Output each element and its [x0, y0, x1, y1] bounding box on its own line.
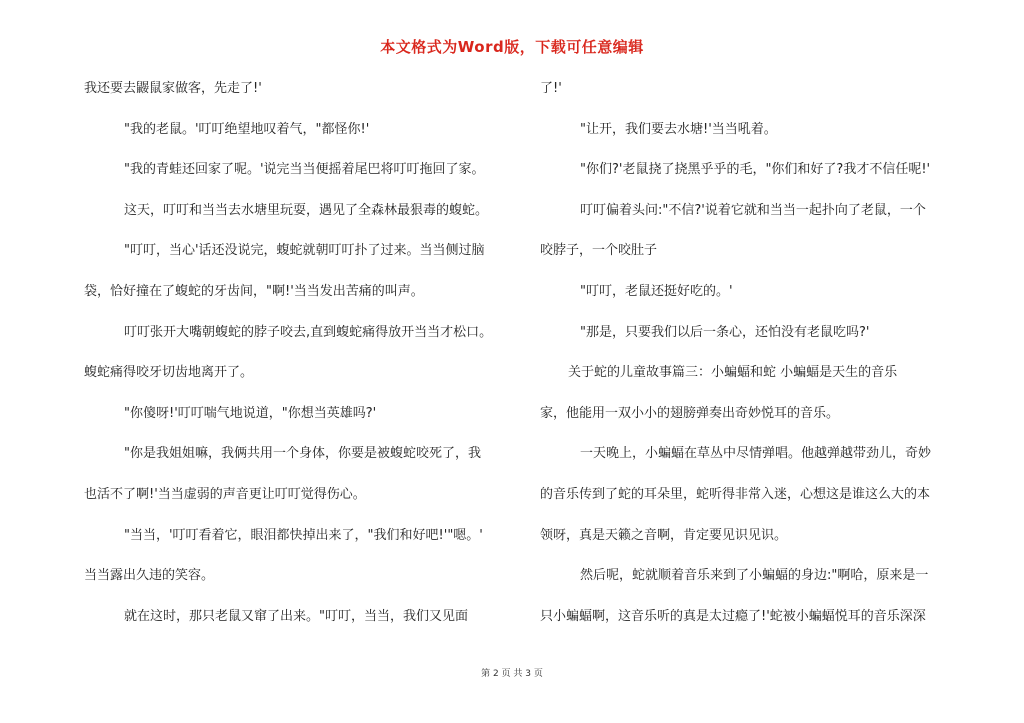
right-column — [540, 76, 956, 644]
text-line: 只小蝙蝠啊，这音乐听的真是太过瘾了!'蛇被小蝙蝠悦耳的音乐深深 — [540, 608, 926, 624]
text-line: "叮叮，当心'话还没说完，蝮蛇就朝叮叮扑了过来。当当侧过脑 — [124, 243, 485, 259]
section-heading-line: 关于蛇的儿童故事篇三：小蝙蝠和蛇 小蝙蝠是天生的音乐 — [568, 365, 898, 381]
text-line: 叮叮偏着头问:"不信?'说着它就和当当一起扑向了老鼠，一个 — [580, 202, 926, 218]
text-line: 领呀，真是天籁之音啊，肯定要见识见识。 — [540, 527, 788, 543]
text-line: 蝮蛇痛得咬牙切齿地离开了。 — [84, 365, 254, 381]
text-line: "我的老鼠。'叮叮绝望地叹着气，"都怪你!' — [124, 121, 370, 137]
text-line: 也活不了啊!'当当虚弱的声音更让叮叮觉得伤心。 — [84, 486, 366, 502]
left-column — [84, 76, 514, 644]
text-line: 了!' — [540, 81, 562, 96]
text-line: "你们?'老鼠挠了挠黑乎乎的毛，"你们和好了?我才不信任呢!' — [580, 162, 931, 178]
text-line: "那是，只要我们以后一条心，还怕没有老鼠吃吗?' — [580, 324, 870, 340]
text-line: "让开，我们要去水塘!'当当吼着。 — [580, 121, 777, 137]
page-number: 第 2 页 共 3 页 — [481, 669, 543, 679]
text-line: 然后呢，蛇就顺着音乐来到了小蝙蝠的身边:"啊哈，原来是一 — [580, 568, 929, 584]
text-line: 一天晚上，小蝙蝠在草丛中尽情弹唱。他越弹越带劲儿，奇妙 — [580, 446, 932, 462]
text-line: 就在这时，那只老鼠又窜了出来。"叮叮，当当，我们又见面 — [124, 608, 468, 624]
text-line: "你是我姐姐嘛，我俩共用一个身体，你要是被蝮蛇咬死了，我 — [124, 446, 481, 462]
word-format-banner: 本文格式为Word版，下载可任意编辑 — [380, 38, 644, 56]
text-line: "你傻呀!'叮叮喘气地说道，"你想当英雄吗?' — [124, 405, 377, 421]
text-line: 我还要去鼹鼠家做客，先走了!' — [84, 81, 262, 96]
text-line: 这天，叮叮和当当去水塘里玩耍，遇见了全森林最狠毒的蝮蛇。 — [124, 202, 489, 218]
text-line: 袋，恰好撞在了蝮蛇的牙齿间，"啊!'当当发出苦痛的叫声。 — [84, 283, 424, 299]
text-line: 当当露出久违的笑容。 — [84, 568, 215, 584]
text-line: 的音乐传到了蛇的耳朵里，蛇听得非常入迷，心想这是谁这么大的本 — [540, 486, 931, 502]
text-line: 叮叮张开大嘴朝蝮蛇的脖子咬去,直到蝮蛇痛得放开当当才松口。 — [124, 324, 493, 340]
text-line: "我的青蛙还回家了呢。'说完当当便摇着尾巴将叮叮拖回了家。 — [124, 162, 485, 178]
text-line: "叮叮，老鼠还挺好吃的。' — [580, 283, 733, 299]
text-line: 咬脖子，一个咬肚子 — [540, 243, 658, 259]
text-line: 家，他能用一双小小的翅膀弹奏出奇妙悦耳的音乐。 — [540, 405, 840, 421]
text-line: "当当，'叮叮看着它，眼泪都快掉出来了，"我们和好吧!'"嗯。' — [124, 527, 483, 543]
